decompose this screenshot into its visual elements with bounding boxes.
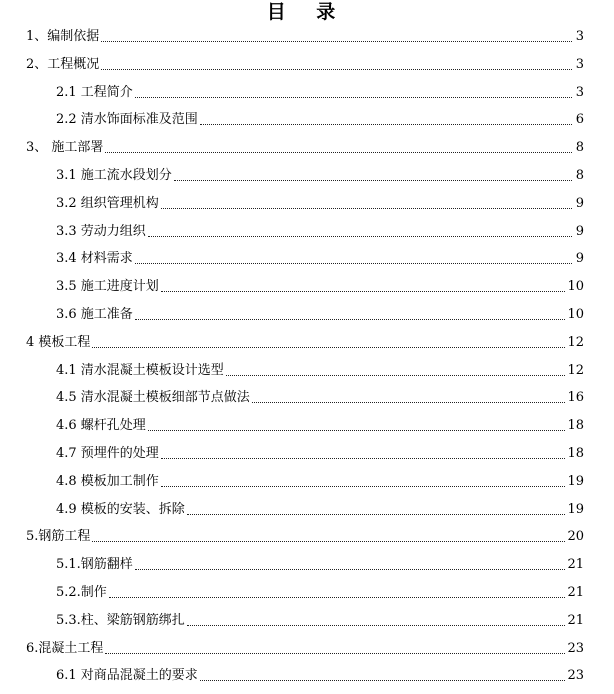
toc-entry-page-number: 9 bbox=[575, 223, 584, 239]
toc-entry-page-number: 19 bbox=[567, 473, 584, 489]
toc-entry-title: 2.2 清水饰面标准及范围 bbox=[56, 112, 198, 128]
toc-entry[interactable] bbox=[56, 304, 584, 324]
toc-entry-page-number: 3 bbox=[575, 29, 584, 44]
dot-leader bbox=[200, 680, 566, 681]
toc-entry-page-number: 21 bbox=[567, 612, 584, 628]
toc-entry-page-number: 23 bbox=[567, 668, 584, 684]
toc-entry-title: 4.1 清水混凝土模板设计选型 bbox=[56, 362, 224, 378]
toc-entry[interactable] bbox=[26, 137, 584, 157]
toc-entry[interactable] bbox=[56, 221, 584, 241]
dot-leader bbox=[187, 514, 566, 515]
dot-leader bbox=[101, 69, 572, 70]
toc-entry-title: 6.混凝土工程 bbox=[26, 640, 104, 656]
toc-entry-title: 3.4 材料需求 bbox=[56, 251, 133, 267]
toc-entry[interactable] bbox=[56, 276, 584, 296]
toc-entry-title: 3.2 组织管理机构 bbox=[56, 195, 159, 211]
toc-entry-title: 5.1.钢筋翻样 bbox=[56, 557, 133, 573]
dot-leader bbox=[148, 430, 566, 431]
dot-leader bbox=[161, 486, 566, 487]
toc-entry-title: 6.1 对商品混凝土的要求 bbox=[56, 668, 198, 684]
toc-entry-page-number: 8 bbox=[575, 168, 584, 183]
toc-entry-page-number: 10 bbox=[567, 307, 584, 322]
toc-entry[interactable] bbox=[26, 26, 584, 46]
dot-leader bbox=[135, 569, 566, 570]
toc-entry-title: 3.6 施工准备 bbox=[56, 307, 133, 322]
toc-entry-page-number: 20 bbox=[567, 529, 584, 545]
toc-entry-title: 5.钢筋工程 bbox=[26, 529, 91, 545]
toc-entry-page-number: 3 bbox=[575, 56, 584, 72]
toc-entry-page-number: 9 bbox=[575, 195, 584, 211]
toc-entry-title: 5.3.柱、梁筋钢筋绑扎 bbox=[56, 612, 185, 628]
toc-entry[interactable] bbox=[56, 165, 584, 185]
dot-leader bbox=[161, 208, 572, 209]
dot-leader bbox=[161, 458, 566, 459]
toc-entry-title: 3.1 施工流水段划分 bbox=[56, 168, 172, 183]
toc-entry[interactable] bbox=[56, 109, 584, 129]
dot-leader bbox=[135, 263, 572, 264]
toc-entry[interactable] bbox=[56, 360, 584, 380]
toc-entry-page-number: 9 bbox=[575, 251, 584, 267]
toc-entry-title: 4.7 预埋件的处理 bbox=[56, 446, 159, 461]
toc-entry-title: 4 模板工程 bbox=[26, 334, 91, 350]
toc-entry[interactable] bbox=[26, 526, 584, 546]
toc-entry[interactable] bbox=[56, 82, 584, 102]
toc-entry[interactable] bbox=[56, 582, 584, 602]
toc-entry[interactable] bbox=[56, 415, 584, 435]
toc-entry-title: 3.5 施工进度计划 bbox=[56, 279, 159, 295]
toc-entry-title: 5.2.制作 bbox=[56, 585, 107, 600]
toc-entry[interactable] bbox=[56, 443, 584, 463]
toc-entry[interactable] bbox=[26, 54, 584, 74]
toc-entry-title: 4.9 模板的安装、拆除 bbox=[56, 501, 185, 517]
toc-entry[interactable] bbox=[56, 387, 584, 407]
toc-entry-page-number: 19 bbox=[567, 501, 584, 517]
dot-leader bbox=[101, 41, 572, 42]
toc-entry[interactable] bbox=[56, 610, 584, 630]
toc-entry[interactable] bbox=[56, 248, 584, 268]
dot-leader bbox=[148, 236, 572, 237]
toc-entry-page-number: 8 bbox=[575, 140, 584, 156]
toc-entry-title: 2、工程概况 bbox=[26, 56, 100, 72]
dot-leader bbox=[135, 319, 566, 320]
toc-entry[interactable] bbox=[56, 471, 584, 491]
toc-entry[interactable] bbox=[56, 499, 584, 519]
toc-entry-title: 3.3 劳动力组织 bbox=[56, 223, 146, 239]
dot-leader bbox=[92, 541, 565, 542]
toc-entry-page-number: 23 bbox=[567, 640, 584, 656]
dot-leader bbox=[252, 402, 566, 403]
dot-leader bbox=[187, 625, 566, 626]
toc-entry[interactable] bbox=[56, 665, 584, 685]
dot-leader bbox=[161, 291, 566, 292]
toc-entry-title: 1、编制依据 bbox=[26, 29, 100, 44]
toc-entry-title: 3、 施工部署 bbox=[26, 140, 104, 156]
dot-leader bbox=[105, 653, 565, 654]
toc-entry-page-number: 16 bbox=[567, 390, 584, 406]
toc-entry-page-number: 3 bbox=[575, 84, 584, 100]
toc-entry-title: 2.1 工程简介 bbox=[56, 84, 133, 100]
dot-leader bbox=[105, 152, 572, 153]
toc-entry-page-number: 21 bbox=[567, 585, 584, 600]
toc-entry-page-number: 18 bbox=[567, 418, 584, 434]
toc-entry[interactable] bbox=[56, 193, 584, 213]
toc-entry-page-number: 12 bbox=[567, 362, 584, 378]
toc-entry-page-number: 18 bbox=[567, 446, 584, 461]
toc-entry-page-number: 10 bbox=[567, 279, 584, 295]
page-title: 目 录 bbox=[266, 1, 348, 23]
dot-leader bbox=[174, 180, 572, 181]
dot-leader bbox=[226, 375, 566, 376]
dot-leader bbox=[135, 97, 572, 98]
dot-leader bbox=[200, 124, 572, 125]
toc-entry[interactable] bbox=[26, 332, 584, 352]
toc-entry-title: 4.6 螺杆孔处理 bbox=[56, 418, 146, 434]
toc-entry-title: 4.5 清水混凝土模板细部节点做法 bbox=[56, 390, 250, 406]
toc-entry-page-number: 21 bbox=[567, 557, 584, 573]
toc-entry-title: 4.8 模板加工制作 bbox=[56, 473, 159, 489]
toc-entry-page-number: 6 bbox=[575, 112, 584, 128]
toc-entry[interactable] bbox=[26, 638, 584, 658]
toc-entry[interactable] bbox=[56, 554, 584, 574]
dot-leader bbox=[92, 347, 565, 348]
dot-leader bbox=[109, 597, 566, 598]
toc-entry-page-number: 12 bbox=[567, 334, 584, 350]
